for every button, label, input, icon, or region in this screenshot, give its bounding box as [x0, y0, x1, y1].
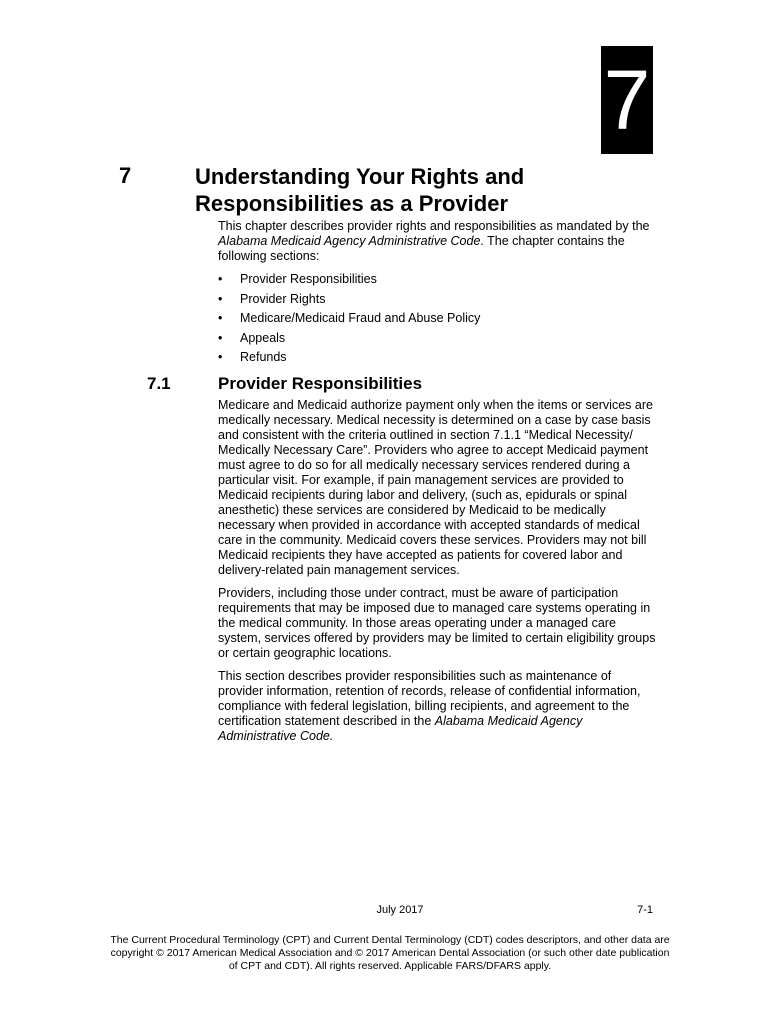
- intro-code-reference: Alabama Medicaid Agency Administrative Code: [218, 234, 481, 248]
- list-item: [218, 292, 658, 312]
- section-paragraph-3: [218, 669, 658, 744]
- bullet-icon: •: [218, 311, 223, 325]
- list-item: [218, 272, 658, 292]
- intro-paragraph: [218, 219, 658, 264]
- section-number: 7.1: [147, 374, 171, 393]
- list-item: [218, 350, 658, 370]
- chapter-title-line1: Understanding Your Rights and: [195, 164, 525, 189]
- list-item-label: Refunds: [240, 350, 287, 364]
- section-list: [218, 272, 658, 370]
- list-item: [218, 311, 658, 331]
- footer-page-number: 7-1: [637, 904, 653, 916]
- chapter-intro: [218, 219, 658, 370]
- list-item-label: Medicare/Medicaid Fraud and Abuse Policy: [240, 311, 481, 325]
- chapter-tab: 7: [601, 46, 653, 154]
- intro-text-a: This chapter describes provider rights and responsibilities as mandated by the: [218, 219, 650, 233]
- copyright-notice: The Current Procedural Terminology (CPT) and Current Dental Terminology (CDT) codes descriptors, and other data are copyright © 2017 American Medical Association and © 2017 American Dental Association (or such other date publication of CPT and CDT). All rights reserved. Applicable FARS/DFARS apply.: [110, 934, 670, 972]
- chapter-number: 7: [119, 163, 132, 188]
- section-paragraph-2: Providers, including those under contract, must be aware of participation requirements that may be imposed due to managed care systems operating in the medical community. In those areas operating under a managed care system, services offered by providers may be limited to certain eligibility groups or certain geographic locations.: [218, 586, 656, 660]
- chapter-title-line2: Responsibilities as a Provider: [195, 191, 509, 216]
- chapter-title: [195, 163, 615, 217]
- list-item: [218, 331, 658, 351]
- list-item-label: Provider Responsibilities: [240, 272, 377, 286]
- footer-date: July 2017: [376, 904, 424, 916]
- section-body: [218, 398, 658, 752]
- intro-text-b: . The chapter contains the following sections:: [218, 234, 625, 263]
- section-paragraph-1: Medicare and Medicaid authorize payment only when the items or services are medically necessary. Medical necessity is determined on a case by case basis and consistent with the criteria outlined in section 7.1.1 “Medical Necessity/ Medically Necessary Care”. Providers who agree to accept Medicaid payment must agree to do so for all medically necessary services rendered during a particular visit. For example, if pain management services are provided to Medicaid recipients during labor and delivery, (such as, epidurals or spinal anesthetic) these services are considered by Medicaid to be medically necessary when provided in accordance with accepted standards of medical care in the community. Medicaid covers these services. Providers may not bill Medicaid recipients they have accepted as patients for covered labor and delivery-related pain management services.: [218, 398, 653, 577]
- bullet-icon: •: [218, 330, 223, 345]
- section-title: Provider Responsibilities: [218, 374, 423, 393]
- list-item-label: Provider Rights: [240, 291, 326, 306]
- list-item-label: Appeals: [240, 330, 286, 345]
- bullet-icon: •: [218, 272, 223, 286]
- para3-text-a: This section describes provider responsibilities such as maintenance of provider information, retention of records, release of confidential information, compliance with federal legislation, billing recipients, and agreement to the certification statement described in the: [218, 669, 641, 728]
- bullet-icon: •: [218, 291, 223, 306]
- bullet-icon: •: [218, 350, 223, 364]
- para3-code-reference: Alabama Medicaid Agency Administrative Code.: [218, 714, 583, 743]
